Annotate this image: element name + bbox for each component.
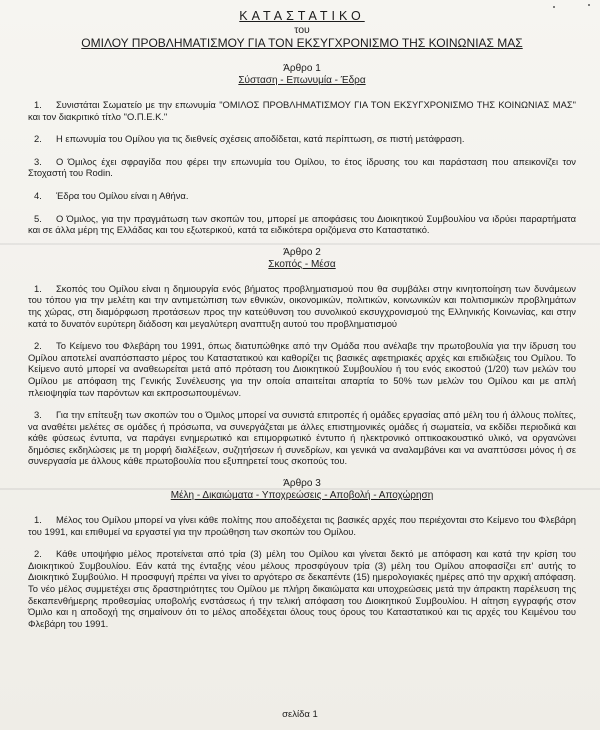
document-of: του — [294, 24, 310, 36]
article-2 — [28, 247, 576, 467]
paragraph-number: 3. — [34, 409, 42, 421]
paragraph-number: 1. — [34, 514, 42, 526]
paragraph — [28, 548, 576, 629]
paragraph — [28, 99, 576, 122]
paragraph-text: Σκοπός του Ομίλου είναι η δημιουργία ενός βήματος προβληματισμού που θα συμβάλει στην κινητοποίηση των δυνάμεων του τόπου για την μελέτη και την αντιμετώπιση των εθνικών, οικονομικών, πολιτικών, κοινωνικών και πολιτισμικών προβλημάτων της χώρας, στη διαμόρφωση προτάσεων προς την κατεύθυνση του συνολικού εκσυγχρονισμού της Ελληνικής Κοινωνίας, και στην κατά το δυνατόν ευρύτερη διάδοση και μεγαλύτερη αναπτυξη αυτού του προβληματισμού — [28, 282, 576, 329]
paragraph-number: 1. — [34, 282, 42, 294]
article-title: Άρθρο 3 — [283, 478, 321, 490]
paragraph-text: Συνιστάται Σωματείο με την επωνυμία "ΟΜΙΛΟΣ ΠΡΟΒΛΗΜΑΤΙΣΜΟΥ ΓΙΑ ΤΟΝ ΕΚΣΥΓΧΡΟΝΙΣΜΟ ΤΗΣ ΚΟΙΝΩΝΙΑΣ ΜΑΣ" και τον διακριτικό τίτλο "Ο.Π.Ε.Κ." — [28, 99, 576, 122]
article-subtitle: Σύσταση - Επωνυμία - Έδρα — [238, 75, 366, 86]
paragraph — [28, 283, 576, 329]
paragraph-number: 1. — [34, 99, 42, 110]
paragraph-number: 4. — [34, 189, 42, 201]
paragraph-number: 5. — [34, 212, 42, 224]
paragraph — [28, 340, 576, 398]
paragraph-number: 2. — [34, 133, 42, 145]
paragraph-text: Ο Όμιλος, για την πραγμάτωση των σκοπών του, μπορεί με αποφάσεις του Διοικητικού Συμβουλίου να ιδρύει παραρτήματα και σε άλλα μέρη της Ελλάδας και του εξωτερικού, κατά τα ειδικότερα οριζόμενα στο Καταστατικό. — [28, 212, 576, 236]
paragraph-text: Ο Όμιλος έχει σφραγίδα που φέρει την επωνυμία του Ομίλου, το έτος ίδρυσης του και παράσταση που απεικονίζει τον Στοχαστή του Rodin. — [28, 155, 576, 179]
paragraph-number: 3. — [34, 155, 42, 167]
paragraph-text: Έδρα του Ομίλου είναι η Αθήνα. — [56, 189, 189, 201]
scan-speck — [588, 4, 590, 6]
paragraph-text: Για την επίτευξη των σκοπών του ο Όμιλος μπορεί να συνιστά επιτροπές ή ομάδες εργασίας από μέλη του ή άλλους πολίτες, να αναθέτει μελέτες σε ομάδες ή πρόσωπα, να συνεργάζεται με άλλες επιστημονικές ομάδες ή σωματεία, να εκδίδει περιοδικά και κάθε φύσεως έντυπα, να παράγει ενημερωτικό και επιμορφωτικό έντυπο ή ηλεκτρονικό οπτικοακουστικό υλικό, να οργανώνει δημόσιες εκδηλώσεις με τη μορφή διαλέξεων, συζητήσεων ή συνεδρίων, και γενικά να αναλαμβάνει και να αναπτύσσει μόνος ή σε συνεργασία με άλλους κάθε πρωτοβουλία που εξυπηρετεί τους σκοπούς του. — [28, 409, 576, 467]
paragraph-text: Μέλος του Ομίλου μπορεί να γίνει κάθε πολίτης που αποδέχεται τις βασικές αρχές που περιέχονται στο Κείμενο του Φλεβάρη του 1991, και επιθυμεί να εργαστεί για την προώθηση των σκοπών του Ομίλου. — [28, 514, 576, 537]
paragraph — [28, 409, 576, 467]
paragraph — [28, 190, 576, 202]
paragraph-number: 2. — [34, 548, 42, 560]
article-subtitle: Σκοπός - Μέσα — [268, 258, 336, 270]
paragraph — [28, 514, 576, 537]
article-1 — [28, 63, 576, 236]
page-number: σελίδα 1 — [282, 709, 318, 720]
article-title: Άρθρο 1 — [283, 63, 321, 74]
article-title: Άρθρο 2 — [283, 246, 321, 258]
document-header — [28, 8, 576, 51]
article-3 — [28, 478, 576, 629]
paragraph-text: Κάθε υποψήφιο μέλος προτείνεται από τρία (3) μέλη του Ομίλου και γίνεται δεκτό με απόφαση και κατά την κρίση του Διοικητικού Συμβουλίου. Εάν κατά της ένταξης νέου μέλους προσφύγουν τρία (3) μέλη του Ομίλου αποφασίζει επ' αυτής το Διοικητικό Συμβούλιο. Η προσφυγή πρέπει να γίνει το αργότερο σε δεκαπέντε (15) ημερολογιακές ημέρες από την αρχική απόφαση. Το νέο μέλος συμμετέχει στις δραστηριότητες του Ομίλου με πλήρη δικαιώματα και υποχρεώσεις μετά την άπρακτη παρέλευση της δεκαπενθήμερης προθεσμίας υποβολής ενστάσεως ή την τελική απόφαση του Διοικητικού Συμβουλίου. Η αίτηση εγγραφής στον Όμιλο και η αποδοχή της σημαίνουν ότι το μέλος αποδέχεται όλους τους όρους του Καταστατικού και τις αρχές του Κειμένου του Φλεβάρη του 1991. — [28, 548, 576, 629]
paragraph — [28, 133, 576, 145]
paragraph — [28, 213, 576, 236]
paragraph-text: Η επωνυμία του Ομίλου για τις διεθνείς σχέσεις αποδίδεται, κατά περίπτωση, σε πιστή μετάφραση. — [56, 133, 465, 145]
article-subtitle: Μέλη - Δικαιώματα - Υποχρεώσεις - Αποβολή - Αποχώρηση — [170, 490, 434, 502]
document-body — [28, 8, 576, 640]
paragraph-text: Το Κείμενο του Φλεβάρη του 1991, όπως διατυπώθηκε από την Ομάδα που ανέλαβε την πρωτοβουλία για την ίδρυση του Ομίλου αποτελεί αναπόσπαστο μέρος του Καταστατικού και καθορίζει τις βασικές αφετηριακές αρχές και επιδιώξεις του Ομίλου. Το Κείμενο αυτό μπορεί να αναθεωρείται μετά από πρόταση του Διοικητικού Συμβουλίου ή του ενός εικοστού (1/20) των μελών του Ομίλου με απόφαση της Γενικής Συνέλευσης για την οποία απαιτείται απαρτία το 50% των μελών του Ομίλου και με απλή πλειοψηφία των παρόντων και εκπροσωπουμένων. — [28, 340, 576, 398]
paragraph — [28, 156, 576, 179]
document-title: ΚΑΤΑΣΤΑΤΙΚΟ — [239, 9, 365, 23]
organization-name: ΟΜΙΛΟΥ ΠΡΟΒΛΗΜΑΤΙΣΜΟΥ ΓΙΑ ΤΟΝ ΕΚΣΥΓΧΡΟΝΙΣΜΟ ΤΗΣ ΚΟΙΝΩΝΙΑΣ ΜΑΣ — [81, 36, 523, 50]
paragraph-number: 2. — [34, 340, 42, 352]
